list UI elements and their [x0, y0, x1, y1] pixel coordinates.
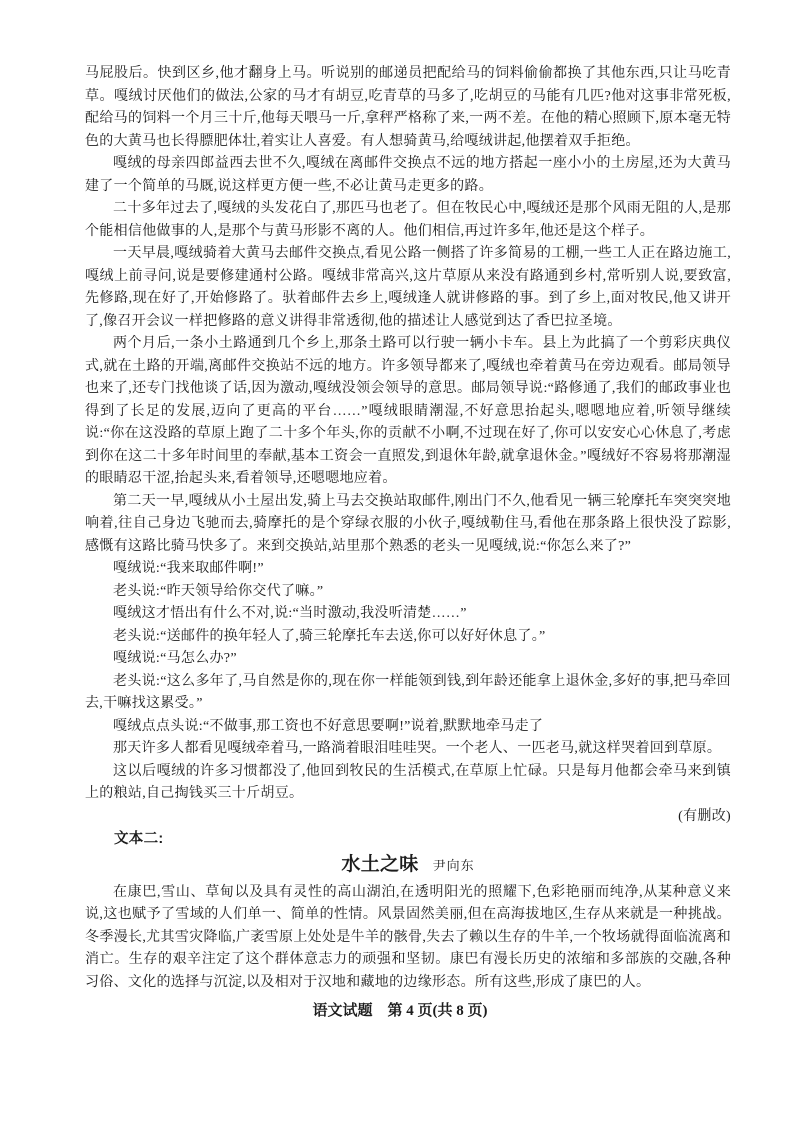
- story-paragraph: 二十多年过去了,嘎绒的头发花白了,那匹马也老了。但在牧民心中,嘎绒还是那个风雨无阻的人,是那个能相信他做事的人,是那个与黄马形影不离的人。他们相信,再过许多年,他还是这个样子。: [85, 201, 731, 239]
- dialogue-line: 嘎绒点点头说:“不做事,那工资也不好意思要啊!”说着,默默地牵马走了: [113, 718, 544, 734]
- text2-author: 尹向东: [432, 857, 475, 873]
- dialogue-line: 嘎绒这才悟出有什么不对,说:“当时激动,我没听清楚……”: [113, 606, 467, 621]
- dialogue-line: 老头说:“昨天领导给你交代了嘛。”: [113, 583, 324, 599]
- dialogue-line: 老头说:“这么多年了,马自然是你的,现在你一样能领到钱,到年龄还能拿上退休金,多好的事,把马牵回去,干嘛找这累受。”: [85, 673, 731, 711]
- text2-title: 水土之味: [341, 853, 419, 875]
- dialogue-line: 嘎绒说:“我来取邮件啊!”: [113, 561, 264, 576]
- dialogue-line: 嘎绒说:“马怎么办?”: [113, 651, 237, 666]
- story-paragraph: 一天早晨,嘎绒骑着大黄马去邮件交换点,看见公路一侧搭了许多简易的工棚,一些工人正在路边施工,嘎绒上前寻问,说是要修建通村公路。嘎绒非常高兴,这片草原从来没有路通到乡村,常听别人说,要致富,先修路,现在好了,开始修路了。驮着邮件去乡上,嘎绒逢人就讲修路的事。到了乡上,面对牧民,他又讲开了,像召开会议一样把修路的意义讲得非常透彻,他的描述让人感觉到达了香巴拉圣境。: [85, 246, 731, 329]
- text2-title-row: [85, 853, 731, 878]
- story-paragraph: 那天许多人都看见嘎绒牵着马,一路淌着眼泪哇哇哭。一个老人、一匹老马,就这样哭着回到草原。: [113, 741, 722, 756]
- text2-label: 文本二:: [114, 831, 164, 847]
- story-paragraph: 两个月后,一条小土路通到几个乡上,那条土路可以行驶一辆小卡车。县上为此搞了一个剪彩庆典仪式,就在土路的开端,离邮件交换站不远的地方。许多领导都来了,嘎绒也牵着黄马在旁边观看。邮局领导也来了,还专门找他谈了话,因为激动,嘎绒没领会领导的意思。邮局领导说:“路修通了,我们的邮政事业也得到了长足的发展,迈向了更高的平台……”嘎绒眼睛潮湿,不好意思抬起头,嗯嗯地应着,听领导继续说:“你在这没路的草原上跑了二十多个年头,你的贡献不小啊,不过现在好了,你可以安安心心休息了,考虑到你在这二十多年时间里的奉献,基本工资会一直照发,到退休年龄,就拿退休金。”嘎绒好不容易将那潮湿的眼睛忍干涩,抬起头来,看着领导,还嗯嗯地应着。: [85, 336, 731, 486]
- page-footer: 语文试题 第 4 页(共 8 页): [312, 1003, 488, 1019]
- story-paragraph: 嘎绒的母亲四郎益西去世不久,嘎绒在离邮件交换点不远的地方搭起一座小小的土房屋,还为大黄马建了一个简单的马厩,说这样更方便一些,不必让黄马走更多的路。: [85, 156, 731, 194]
- essay-paragraph: 在康巴,雪山、草甸以及具有灵性的高山湖泊,在透明阳光的照耀下,色彩艳丽而纯净,从某种意义来说,这也赋予了雪域的人们单一、简单的性情。风景固然美丽,但在高海拔地区,生存从来就是一种挑战。冬季漫长,尤其雪灾降临,广袤雪原上处处是牛羊的骸骨,失去了赖以生存的牛羊,一个牧场就得面临流离和消亡。生存的艰辛注定了这个群体意志力的顽强和坚韧。康巴有漫长历史的浓缩和多部族的交融,各种习俗、文化的选择与沉淀,以及相对于汉地和藏地的边缘形态。所有这些,形成了康巴的人。: [85, 884, 731, 990]
- story-paragraph: 这以后嘎绒的许多习惯都没了,他回到牧民的生活模式,在草原上忙碌。只是每月他都会牵马来到镇上的粮站,自己掏钱买三十斤胡豆。: [85, 763, 731, 801]
- text-body: [85, 63, 731, 994]
- story-paragraph: 第二天一早,嘎绒从小土屋出发,骑上马去交换站取邮件,刚出门不久,他看见一辆三轮摩托车突突突地响着,往自己身边飞驰而去,骑摩托的是个穿绿衣服的小伙子,嘎绒勒住马,看他在那条路上很快没了踪影,感慨有这路比骑马快多了。来到交换站,站里那个熟悉的老头一见嘎绒,说:“你怎么来了?”: [85, 493, 731, 554]
- story-paragraph: 马屁股后。快到区乡,他才翻身上马。听说别的邮递员把配给马的饲料偷偷都换了其他东西,只让马吃青草。嘎绒讨厌他们的做法,公家的马才有胡豆,吃青草的马多了,吃胡豆的马能有几匹?他对这事非常死板,配给马的饲料一个月三十斤,他每天喂马一斤,拿秤严格称了来,一两不差。在他的精心照顾下,原本毫无特色的大黄马也长得膘肥体壮,着实让人喜爱。有人想骑黄马,给嘎绒讲起,他摆着双手拒绝。: [85, 66, 731, 149]
- dialogue-line: 老头说:“送邮件的换年轻人了,骑三轮摩托车去送,你可以好好休息了。”: [113, 628, 546, 644]
- attribution-note: (有删改): [678, 808, 731, 824]
